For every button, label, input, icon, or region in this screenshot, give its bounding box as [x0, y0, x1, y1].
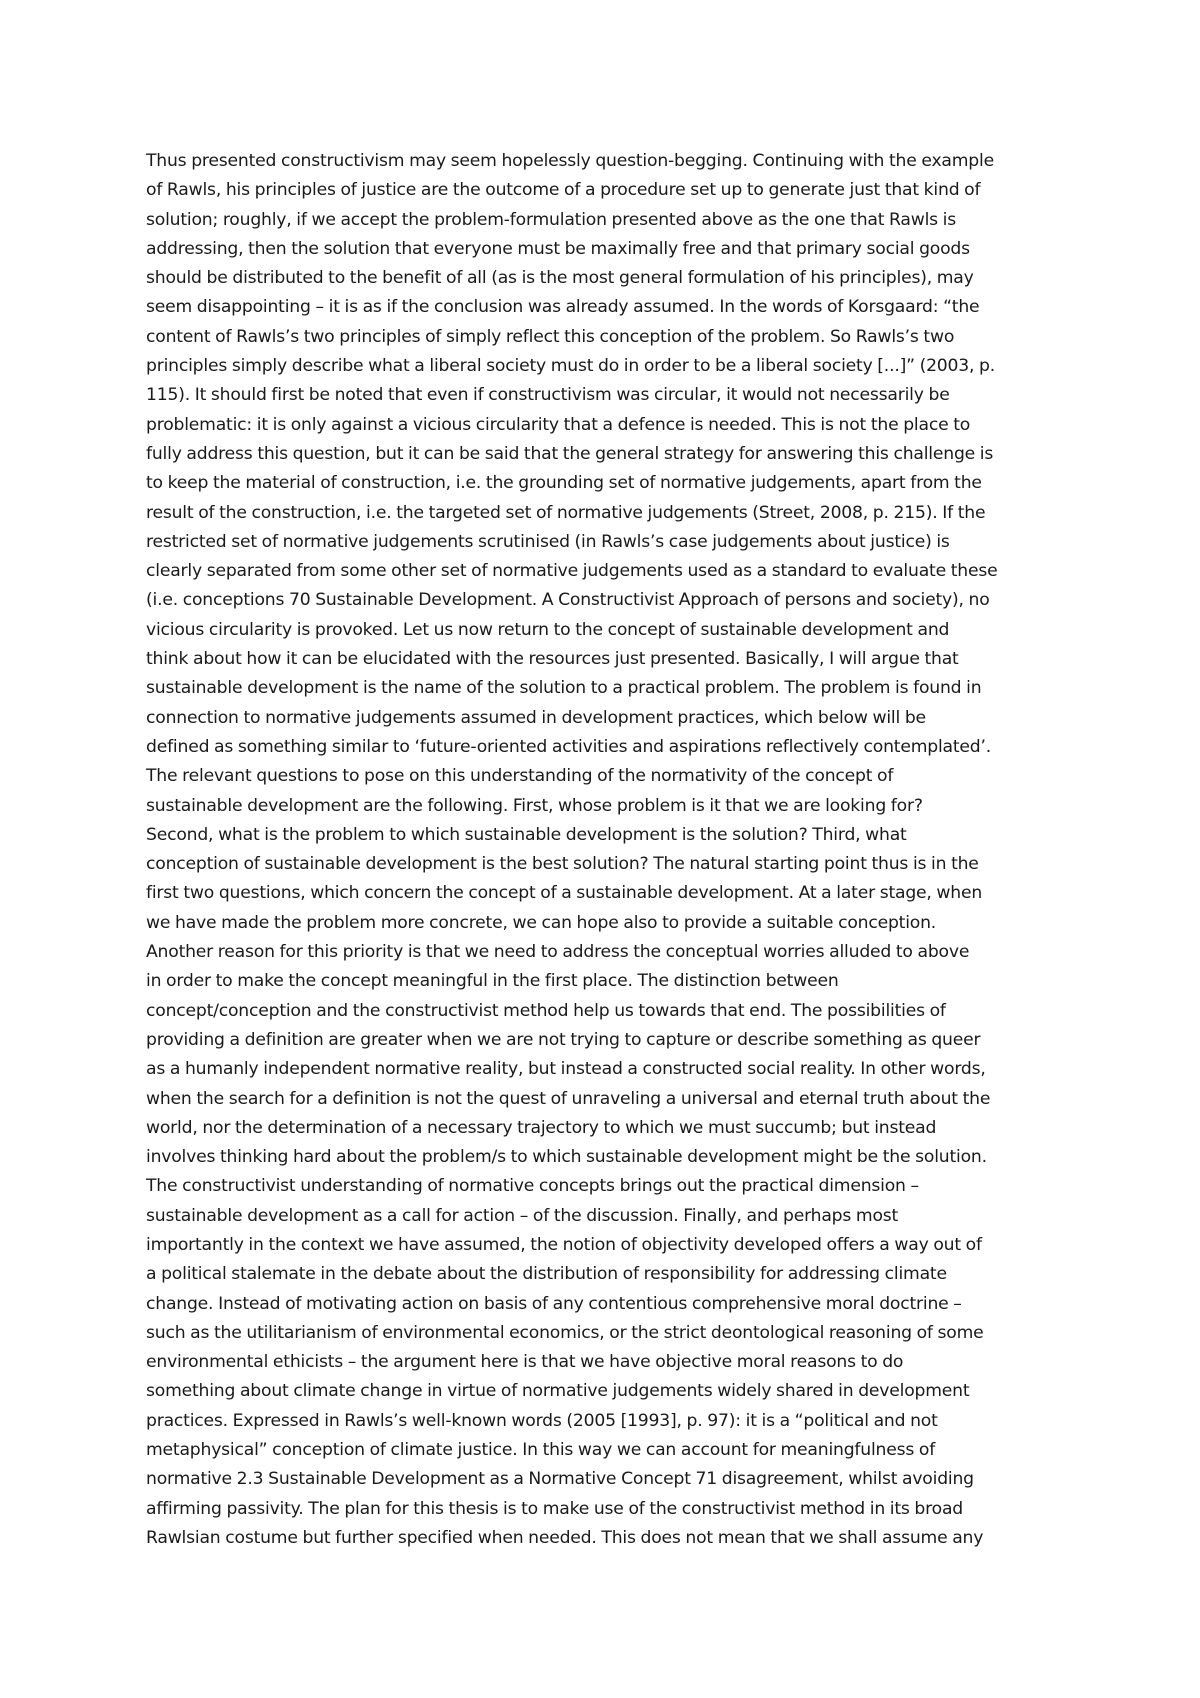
- text-line: when the search for a definition is not the quest of unraveling a universal and eternal truth about the: [146, 1088, 991, 1109]
- text-line: in order to make the concept meaningful in the first place. The distinction between: [146, 971, 839, 992]
- text-line: problematic: it is only against a vicious circularity that a defence is needed. This is not the place to: [146, 414, 971, 435]
- text-line: something about climate change in virtue of normative judgements widely shared in development: [146, 1381, 970, 1402]
- text-line: clearly separated from some other set of normative judgements used as a standard to evaluate these: [146, 561, 998, 582]
- text-line: sustainable development as a call for action – of the discussion. Finally, and perhaps most: [146, 1205, 899, 1226]
- text-line: The relevant questions to pose on this understanding of the normativity of the concept of: [146, 766, 894, 787]
- text-line: concept/conception and the constructivist method help us towards that end. The possibilities of: [146, 1000, 946, 1021]
- text-line: sustainable development are the following. First, whose problem is it that we are looking for?: [146, 795, 923, 816]
- text-line: seem disappointing – it is as if the conclusion was already assumed. In the words of Korsgaard: “the: [146, 297, 980, 318]
- text-line: principles simply describe what a liberal society must do in order to be a liberal society [...]” (2003, p.: [146, 356, 996, 377]
- text-line: should be distributed to the benefit of all (as is the most general formulation of his principles), may: [146, 268, 974, 289]
- text-line: world, nor the determination of a necessary trajectory to which we must succumb; but instead: [146, 1117, 937, 1138]
- text-line: affirming passivity. The plan for this thesis is to make use of the constructivist method in its broad: [146, 1498, 963, 1519]
- text-line: metaphysical” conception of climate justice. In this way we can account for meaningfulness of: [146, 1440, 936, 1461]
- text-line: of Rawls, his principles of justice are the outcome of a procedure set up to generate just that kind of: [146, 180, 981, 201]
- text-line: fully address this question, but it can be said that the general strategy for answering this challenge is: [146, 443, 994, 464]
- text-line: a political stalemate in the debate about the distribution of responsibility for addressing climate: [146, 1264, 947, 1285]
- text-line: Rawlsian costume but further specified when needed. This does not mean that we shall assume any: [146, 1527, 984, 1548]
- text-line: content of Rawls’s two principles of simply reflect this conception of the problem. So Rawls’s two: [146, 326, 955, 347]
- text-line: restricted set of normative judgements scrutinised (in Rawls’s case judgements about justice) is: [146, 531, 950, 552]
- text-line: as a humanly independent normative reality, but instead a constructed social reality. In other words,: [146, 1059, 986, 1080]
- text-line: environmental ethicists – the argument here is that we have objective moral reasons to do: [146, 1352, 904, 1373]
- text-line: connection to normative judgements assumed in development practices, which below will be: [146, 707, 926, 728]
- text-line: The constructivist understanding of normative concepts brings out the practical dimension –: [146, 1176, 919, 1197]
- text-line: (i.e. conceptions 70 Sustainable Development. A Constructivist Approach of persons and society), no: [146, 590, 990, 611]
- text-line: importantly in the context we have assumed, the notion of objectivity developed offers a way out of: [146, 1234, 982, 1255]
- text-line: practices. Expressed in Rawls’s well-known words (2005 [1993], p. 97): it is a “political and not: [146, 1410, 938, 1431]
- text-line: first two questions, which concern the concept of a sustainable development. At a later stage, when: [146, 883, 983, 904]
- text-line: Second, what is the problem to which sustainable development is the solution? Third, what: [146, 824, 907, 845]
- text-line: providing a definition are greater when we are not trying to capture or describe something as queer: [146, 1029, 981, 1050]
- text-line: addressing, then the solution that everyone must be maximally free and that primary social goods: [146, 238, 970, 259]
- text-line: think about how it can be elucidated with the resources just presented. Basically, I will argue that: [146, 649, 959, 670]
- body-paragraph: [146, 147, 1066, 1583]
- text-line: 115). It should first be noted that even if constructivism was circular, it would not necessarily be: [146, 385, 950, 406]
- text-line: [146, 1553, 1066, 1582]
- text-line: vicious circularity is provoked. Let us now return to the concept of sustainable development and: [146, 619, 950, 640]
- text-line: sustainable development is the name of the solution to a practical problem. The problem is found in: [146, 678, 982, 699]
- text-line: result of the construction, i.e. the targeted set of normative judgements (Street, 2008, p. 215). If the: [146, 502, 986, 523]
- text-line: conception of sustainable development is the best solution? The natural starting point thus is in the: [146, 854, 979, 875]
- text-line: solution; roughly, if we accept the problem-formulation presented above as the one that Rawls is: [146, 209, 957, 230]
- text-line: defined as something similar to ‘future-oriented activities and aspirations reflectively contemplated’.: [146, 736, 992, 757]
- text-line: change. Instead of motivating action on basis of any contentious comprehensive moral doctrine –: [146, 1293, 962, 1314]
- text-line: normative 2.3 Sustainable Development as a Normative Concept 71 disagreement, whilst avoiding: [146, 1469, 974, 1490]
- text-line: we have made the problem more concrete, we can hope also to provide a suitable conception.: [146, 912, 937, 933]
- text-line: Thus presented constructivism may seem hopelessly question-begging. Continuing with the example: [146, 151, 994, 171]
- text-line: involves thinking hard about the problem/s to which sustainable development might be the solution.: [146, 1147, 987, 1168]
- text-line: such as the utilitarianism of environmental economics, or the strict deontological reasoning of some: [146, 1322, 984, 1343]
- text-line: to keep the material of construction, i.e. the grounding set of normative judgements, apart from the: [146, 473, 982, 494]
- text-line: Another reason for this priority is that we need to address the conceptual worries alluded to above: [146, 942, 970, 963]
